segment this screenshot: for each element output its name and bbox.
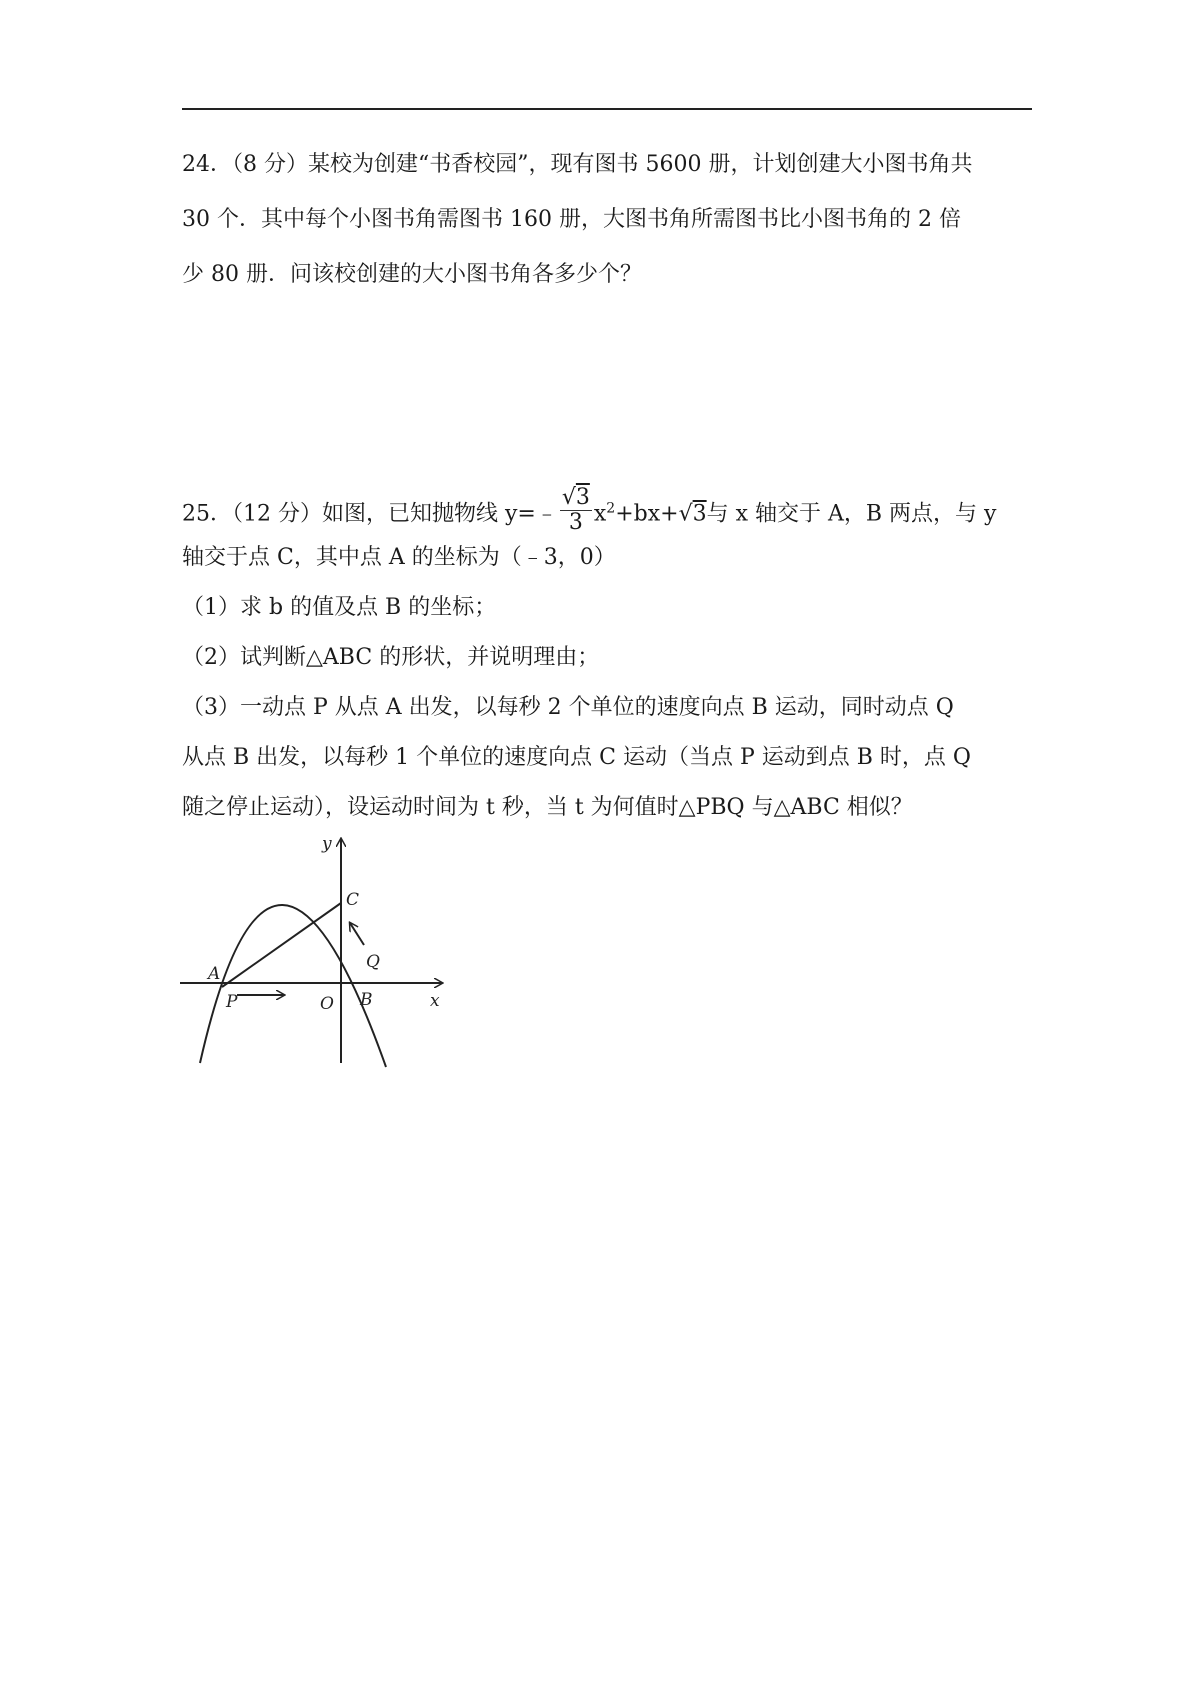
q25-prefix: 25．（12 分）如图，已知抛物线 y=﹣	[182, 501, 558, 527]
label-C: C	[346, 890, 360, 910]
q25-middle: +bx+	[615, 501, 679, 527]
q25-part-3-line-1: （3）一动点 P 从点 A 出发，以每秒 2 个单位的速度向点 B 运动，同时动点 Q	[182, 695, 954, 720]
header-rule	[182, 108, 1032, 110]
label-Q: Q	[366, 952, 380, 972]
label-y: y	[322, 835, 332, 854]
label-O: O	[320, 994, 334, 1014]
parabola-diagram	[180, 835, 450, 1070]
q25-line-2: 轴交于点 C，其中点 A 的坐标为（﹣3，0）	[182, 545, 616, 570]
q25-line-1	[182, 485, 997, 539]
arrow-q-icon	[350, 923, 364, 945]
q25-part-1: （1）求 b 的值及点 B 的坐标；	[182, 595, 497, 620]
q24-line-1: 24．（8 分）某校为创建“书香校园”，现有图书 5600 册，计划创建大小图书角共	[182, 152, 973, 177]
q24-line-2: 30 个．其中每个小图书角需图书 160 册，大图书角所需图书比小图书角的 2 倍	[182, 207, 961, 232]
q25-part-2: （2）试判断△ABC 的形状，并说明理由；	[182, 645, 600, 670]
parabola-curve	[200, 905, 386, 1067]
q25-part-3-line-2: 从点 B 出发，以每秒 1 个单位的速度向点 C 运动（当点 P 运动到点 B 时，点 Q	[182, 745, 971, 770]
label-A: A	[208, 964, 221, 984]
sqrt3-over-3-fraction: $\frac{√3}{3}$	[561, 485, 590, 536]
label-x: x	[430, 991, 440, 1011]
sqrt-radicand: 3	[692, 501, 707, 527]
exponent: 2	[606, 500, 616, 517]
parabola-figure	[180, 835, 450, 1070]
x-variable: x	[593, 501, 607, 527]
q25-suffix: 与 x 轴交于 A，B 两点，与 y	[706, 501, 997, 527]
segment-AC	[222, 903, 341, 987]
sqrt-icon: √	[678, 501, 693, 527]
q24-line-3: 少 80 册．问该校创建的大小图书角各多少个？	[182, 262, 642, 287]
sqrt-icon: √	[561, 485, 576, 510]
q25-part-3-line-3: 随之停止运动），设运动时间为 t 秒，当 t 为何值时△PBQ 与△ABC 相似？	[182, 795, 913, 820]
label-B: B	[360, 990, 373, 1010]
label-P: P	[226, 992, 238, 1012]
